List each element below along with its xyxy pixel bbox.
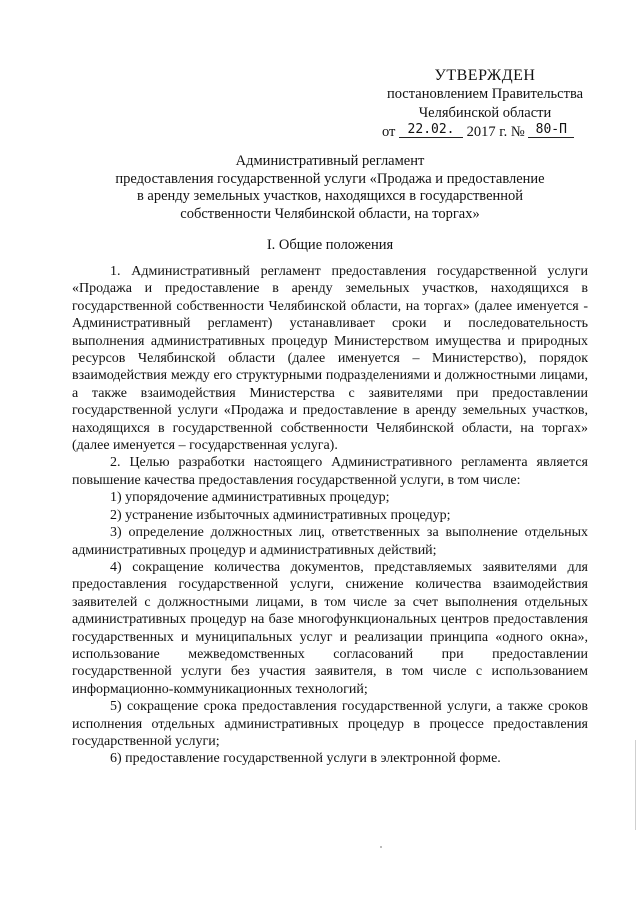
paragraph: 2. Целью разработки настоящего Административного регламента является повышение качества предоставления государственной услуги, в том числе:	[72, 455, 588, 488]
title-line-2: предоставления государственной услуги «Продажа и предоставление	[115, 170, 545, 187]
document-body	[72, 263, 588, 768]
title-line-4: собственности Челябинской области, на торгах»	[180, 205, 480, 222]
list-item: 6) предоставление государственной услуги в электронной форме.	[110, 751, 501, 767]
list-item: 4) сокращение количества документов, представляемых заявителями для предоставления государственной услуги, снижение количества взаимодействия заявителей с должностными лицами, в том числе за счет выполнения отдельных административных процедур на базе многофункциональных центров предоставления государственных и муниципальных услуг и реализации принципа «одного окна», использование межведомственных согласований при предоставлении государственной услуги без участия заявителя, в том числе с использованием информационно-коммуникационных технологий;	[72, 559, 588, 697]
list-item: 3) определение должностных лиц, ответственных за выполнение отдельных административных процедур и административных действий;	[72, 525, 588, 558]
title-line-3: в аренду земельных участков, находящихся в государственной	[136, 188, 524, 204]
list-item: 1) упорядочение административных процедур;	[110, 490, 390, 506]
scan-dot	[380, 846, 382, 848]
list-item: 5) сокращение срока предоставления государственной услуги, а также сроков исполнения отдельных административных процедур в процессе предоставления государственной услуги;	[72, 699, 588, 749]
handwritten-number: 80-П	[528, 122, 574, 138]
handwritten-date: 22.02.	[399, 122, 463, 138]
approval-date-line	[370, 123, 600, 142]
paragraph: 1. Административный регламент предоставления государственной услуги «Продажа и предоставление в аренду земельных участков, находящихся в государственной собственности Челябинской области, на торгах» (далее именуется - Административный регламент) устанавливает сроки и последовательность выполнения административных процедур Министерством имущества и природных ресурсов Челябинской области (далее именуется – Министерство), порядок взаимодействия между его структурными подразделениями и должностными лицами, а также взаимодействия Министерства с заявителями при предоставлении государственной услуги «Продажа и предоставление в аренду земельных участков, находящихся в государственной собственности Челябинской области, на торгах» (далее именуется – государственная услуга).	[72, 264, 588, 454]
date-prefix: от	[382, 124, 396, 140]
approval-stamp: УТВЕРЖДЕН	[434, 67, 536, 84]
approval-line-2: Челябинской области	[418, 105, 552, 121]
section-heading: I. Общие положения	[266, 237, 394, 253]
year-label: 2017 г. №	[466, 124, 525, 140]
approval-block	[370, 66, 600, 142]
approval-line-1: постановлением Правительства	[386, 86, 584, 102]
title-line-1: Административный регламент	[235, 153, 425, 169]
scan-artifact	[635, 740, 636, 830]
list-item: 2) устранение избыточных административных процедур;	[110, 507, 451, 523]
document-title	[60, 153, 600, 223]
